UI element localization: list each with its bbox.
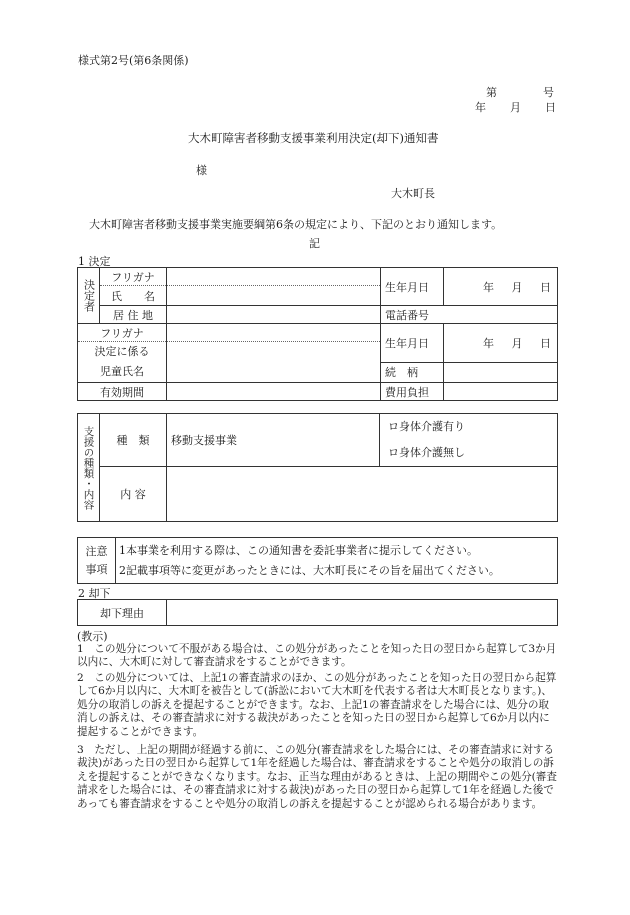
note-3-text: ただし、上記の期間が経過する前に、この処分(審査請求をした場合には、その審査請求に対する裁決)があった日の翌日から起算して1年を経過した場合は、審査請求をすることや処分の取消しの訴えを提起することができなくなります。なお、正当な理由があるときは、上記の期間やこの処分(審査請求をした場合には、その審査請求に対する裁決)があった日の翌日から起算して1年を経過した後であっても審査請求をすることや処分の取消しの訴えを提起することが認められる場合があります。 (77, 744, 557, 810)
addressee-suffix: 様 (196, 164, 207, 177)
cost-label: 費用負担 (381, 383, 444, 401)
furigana2-value[interactable] (167, 324, 381, 342)
issuer: 大木町長 (391, 187, 435, 200)
name-value[interactable] (167, 286, 381, 306)
caution-label-line1: 注意 (85, 544, 108, 558)
furigana-label: フリガナ (100, 268, 167, 286)
caution-notes (116, 538, 558, 584)
birth2-year: 年 (483, 336, 495, 350)
doc-number-dai: 第 (486, 86, 497, 99)
date-month: 月 (510, 101, 521, 114)
note-2-text: この処分については、上記1の審査請求のほか、この処分があったことを知った日の翌日から起算して6か月以内に、大木町を被告として(訴訟において大木町を代表する者は大木町長となります。)、処分の取消しの訴えを提起することができます。なお、上記1の審査請求をした場合には、処分の取消しの訴えは、その審査請求に対する裁決があったことを知った日の翌日から起算して6か月以内に提起することができます。 (77, 672, 557, 738)
furigana-value[interactable] (167, 268, 381, 286)
section-2-heading: 2 却下 (78, 587, 111, 600)
date-year: 年 (475, 101, 486, 114)
name-label: 氏 名 (100, 286, 167, 306)
type-value: 移動支援事業 (167, 414, 380, 467)
note-1-text: この処分について不服がある場合は、この処分があったことを知った日の翌日から起算して3か月以内に、大木町に対して審査請求をすることができます。 (77, 643, 557, 669)
rejection-reason-label: 却下理由 (78, 600, 167, 626)
caution-note-2: 2記載事項等に変更があったときには、大木町長にその旨を届出てください。 (119, 563, 500, 577)
decision-table (77, 267, 558, 401)
address-value[interactable] (167, 306, 381, 324)
birth-year: 年 (483, 280, 495, 294)
birth-day: 日 (540, 280, 551, 294)
relation-value[interactable] (444, 362, 558, 383)
cost-value[interactable] (444, 383, 558, 401)
birthdate-label: 生年月日 (381, 268, 444, 306)
note-3-number: 3 (77, 744, 84, 756)
birth-month: 月 (511, 280, 523, 294)
birthdate2-label: 生年月日 (381, 324, 444, 363)
caution-label (78, 538, 116, 584)
care-options (380, 414, 558, 467)
child-name-label (78, 342, 167, 383)
child-name-value[interactable] (167, 342, 381, 383)
kyoji-heading: (教示) (77, 630, 108, 643)
rejection-reason-value[interactable] (167, 600, 558, 626)
birthdate-value[interactable] (444, 268, 558, 306)
rejection-table (77, 599, 558, 626)
intro-text: 大木町障害者移動支援事業実施要綱第6条の規定により、下記のとおり通知します。 (89, 218, 503, 231)
valid-period-value[interactable] (167, 383, 381, 401)
type-label: 種 類 (100, 414, 167, 467)
instruction-note-2 (77, 672, 557, 739)
section-1-heading: 1 決定 (78, 255, 111, 268)
address-label: 居 住 地 (100, 306, 167, 324)
caution-note-1: 1本事業を利用する際は、この通知書を委託事業者に提示してください。 (119, 543, 478, 557)
note-2-number: 2 (77, 672, 84, 684)
caution-table (77, 537, 558, 584)
birth2-month: 月 (511, 336, 523, 350)
support-table (77, 413, 558, 522)
content-label: 内 容 (100, 467, 167, 522)
option-with-care[interactable]: ロ身体介護有り (388, 420, 465, 433)
child-name-label-line2: 児童氏名 (100, 365, 144, 378)
ki-mark: 記 (309, 237, 320, 250)
date-day: 日 (545, 101, 556, 114)
decider-label: 決定者 (78, 268, 100, 324)
birth2-day: 日 (540, 336, 551, 350)
instruction-note-3 (77, 744, 557, 811)
caution-label-line2: 事項 (85, 562, 108, 576)
relation-label: 続 柄 (381, 362, 444, 383)
note-1-number: 1 (77, 643, 84, 655)
instruction-note-1 (77, 643, 557, 670)
valid-period-label: 有効期間 (78, 383, 167, 401)
doc-number-go: 号 (543, 86, 554, 99)
form-number: 様式第2号(第6条関係) (78, 54, 189, 67)
content-value[interactable] (167, 467, 558, 522)
option-without-care[interactable]: ロ身体介護無し (388, 446, 465, 459)
phone-label: 電話番号 (381, 306, 558, 324)
birthdate2-value[interactable] (444, 324, 558, 363)
child-name-label-line1: 決定に係る (94, 345, 150, 358)
furigana2-label: フリガナ (78, 324, 167, 342)
support-label: 支援の種類・内容 (78, 414, 100, 522)
document-title: 大木町障害者移動支援事業利用決定(却下)通知書 (188, 131, 439, 145)
